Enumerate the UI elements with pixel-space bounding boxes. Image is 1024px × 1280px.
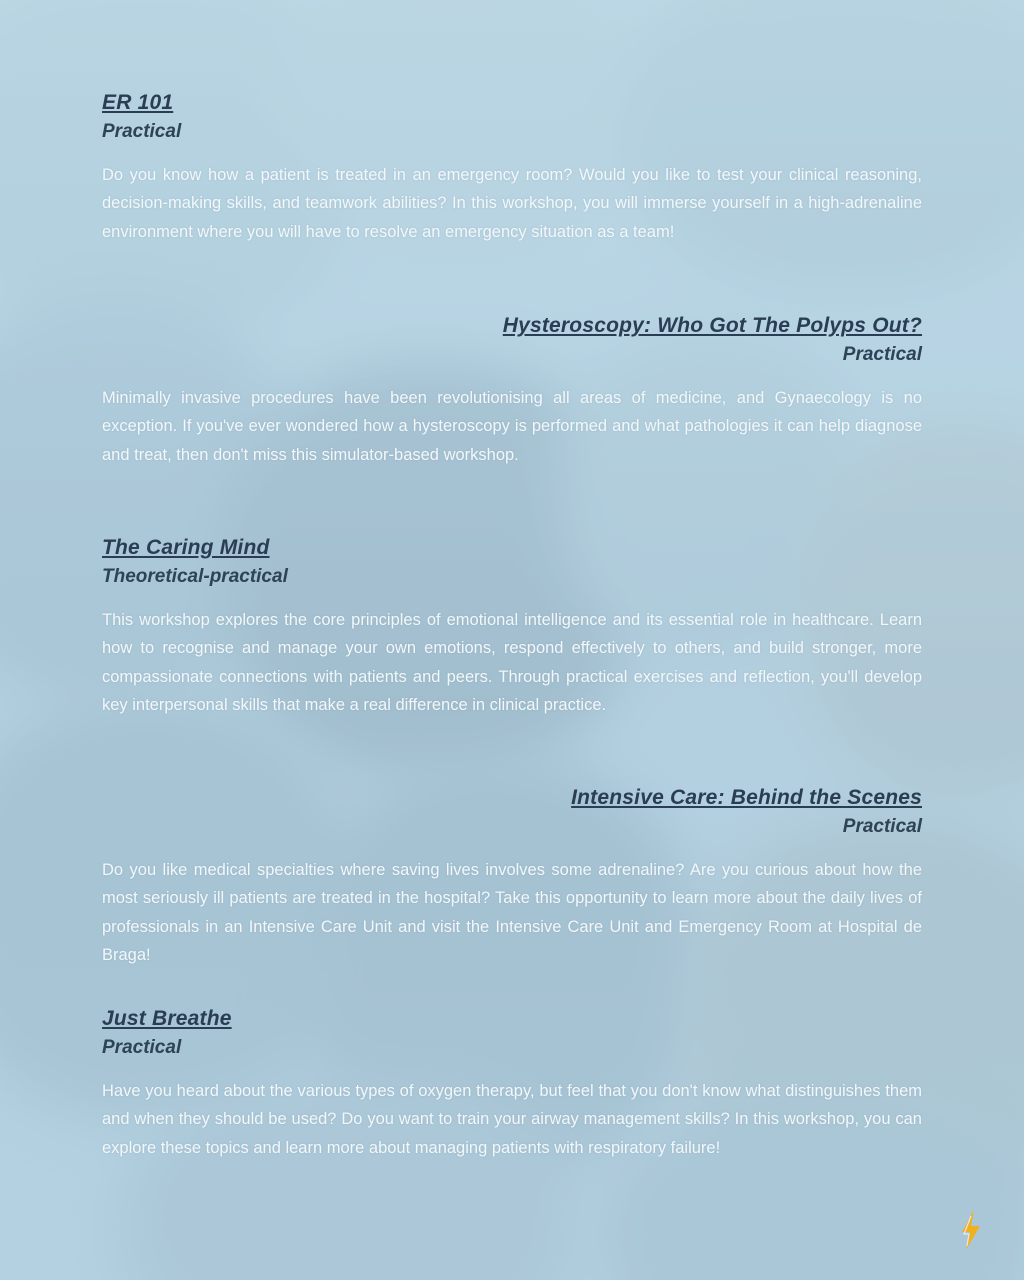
workshop-section-er-101 [102,88,922,246]
workshop-section-intensive-care [102,783,922,969]
workshop-title: Just Breathe [102,1007,232,1030]
workshop-title: Hysteroscopy: Who Got The Polyps Out? [502,314,922,337]
workshop-description: Do you know how a patient is treated in an emergency room? Would you like to test your clinical reasoning, decision-making skills, and teamwork abilities? In this workshop, you will immerse yourself in a high-adrenaline environment where you will have to resolve an emergency situation as a team! [102,165,922,241]
workshop-subtitle: Practical [842,816,922,838]
workshop-section-the-caring-mind [102,533,922,719]
workshop-description: Do you like medical specialties where saving lives involves some adrenaline? Are you curious about how the most seriously ill patients are treated in the hospital? Take this opportunity to learn more about the daily lives of professionals in an Intensive Care Unit and visit the Intensive Care Unit and Emergency Room at Hospital de Braga! [102,860,922,965]
lightning-bolt-logo [958,1210,984,1250]
workshop-title: ER 101 [102,91,174,114]
workshop-subtitle: Practical [102,1037,182,1059]
workshop-description: Minimally invasive procedures have been revolutionising all areas of medicine, and Gynaecology is no exception. If you've ever wondered how a hysteroscopy is performed and what pathologies it can help diagnose and treat, then don't miss this simulator-based workshop. [102,388,922,464]
workshop-subtitle: Practical [102,121,182,143]
workshop-section-hysteroscopy [102,311,922,469]
workshop-subtitle: Theoretical-practical [102,566,288,588]
workshop-title: Intensive Care: Behind the Scenes [571,786,922,809]
workshop-description: This workshop explores the core principles of emotional intelligence and its essential role in healthcare. Learn how to recognise and manage your own emotions, respond effectively to others, and build stronger, more compassionate connections with patients and peers. Through practical exercises and reflection, you'll develop key interpersonal skills that make a real difference in clinical practice. [102,610,922,715]
workshop-subtitle: Practical [842,344,922,366]
workshop-title: The Caring Mind [102,536,270,559]
workshop-description: Have you heard about the various types of oxygen therapy, but feel that you don't know what distinguishes them and when they should be used? Do you want to train your airway management skills? In this workshop, you can explore these topics and learn more about managing patients with respiratory failure! [102,1081,922,1157]
workshop-section-just-breathe [102,1004,922,1162]
